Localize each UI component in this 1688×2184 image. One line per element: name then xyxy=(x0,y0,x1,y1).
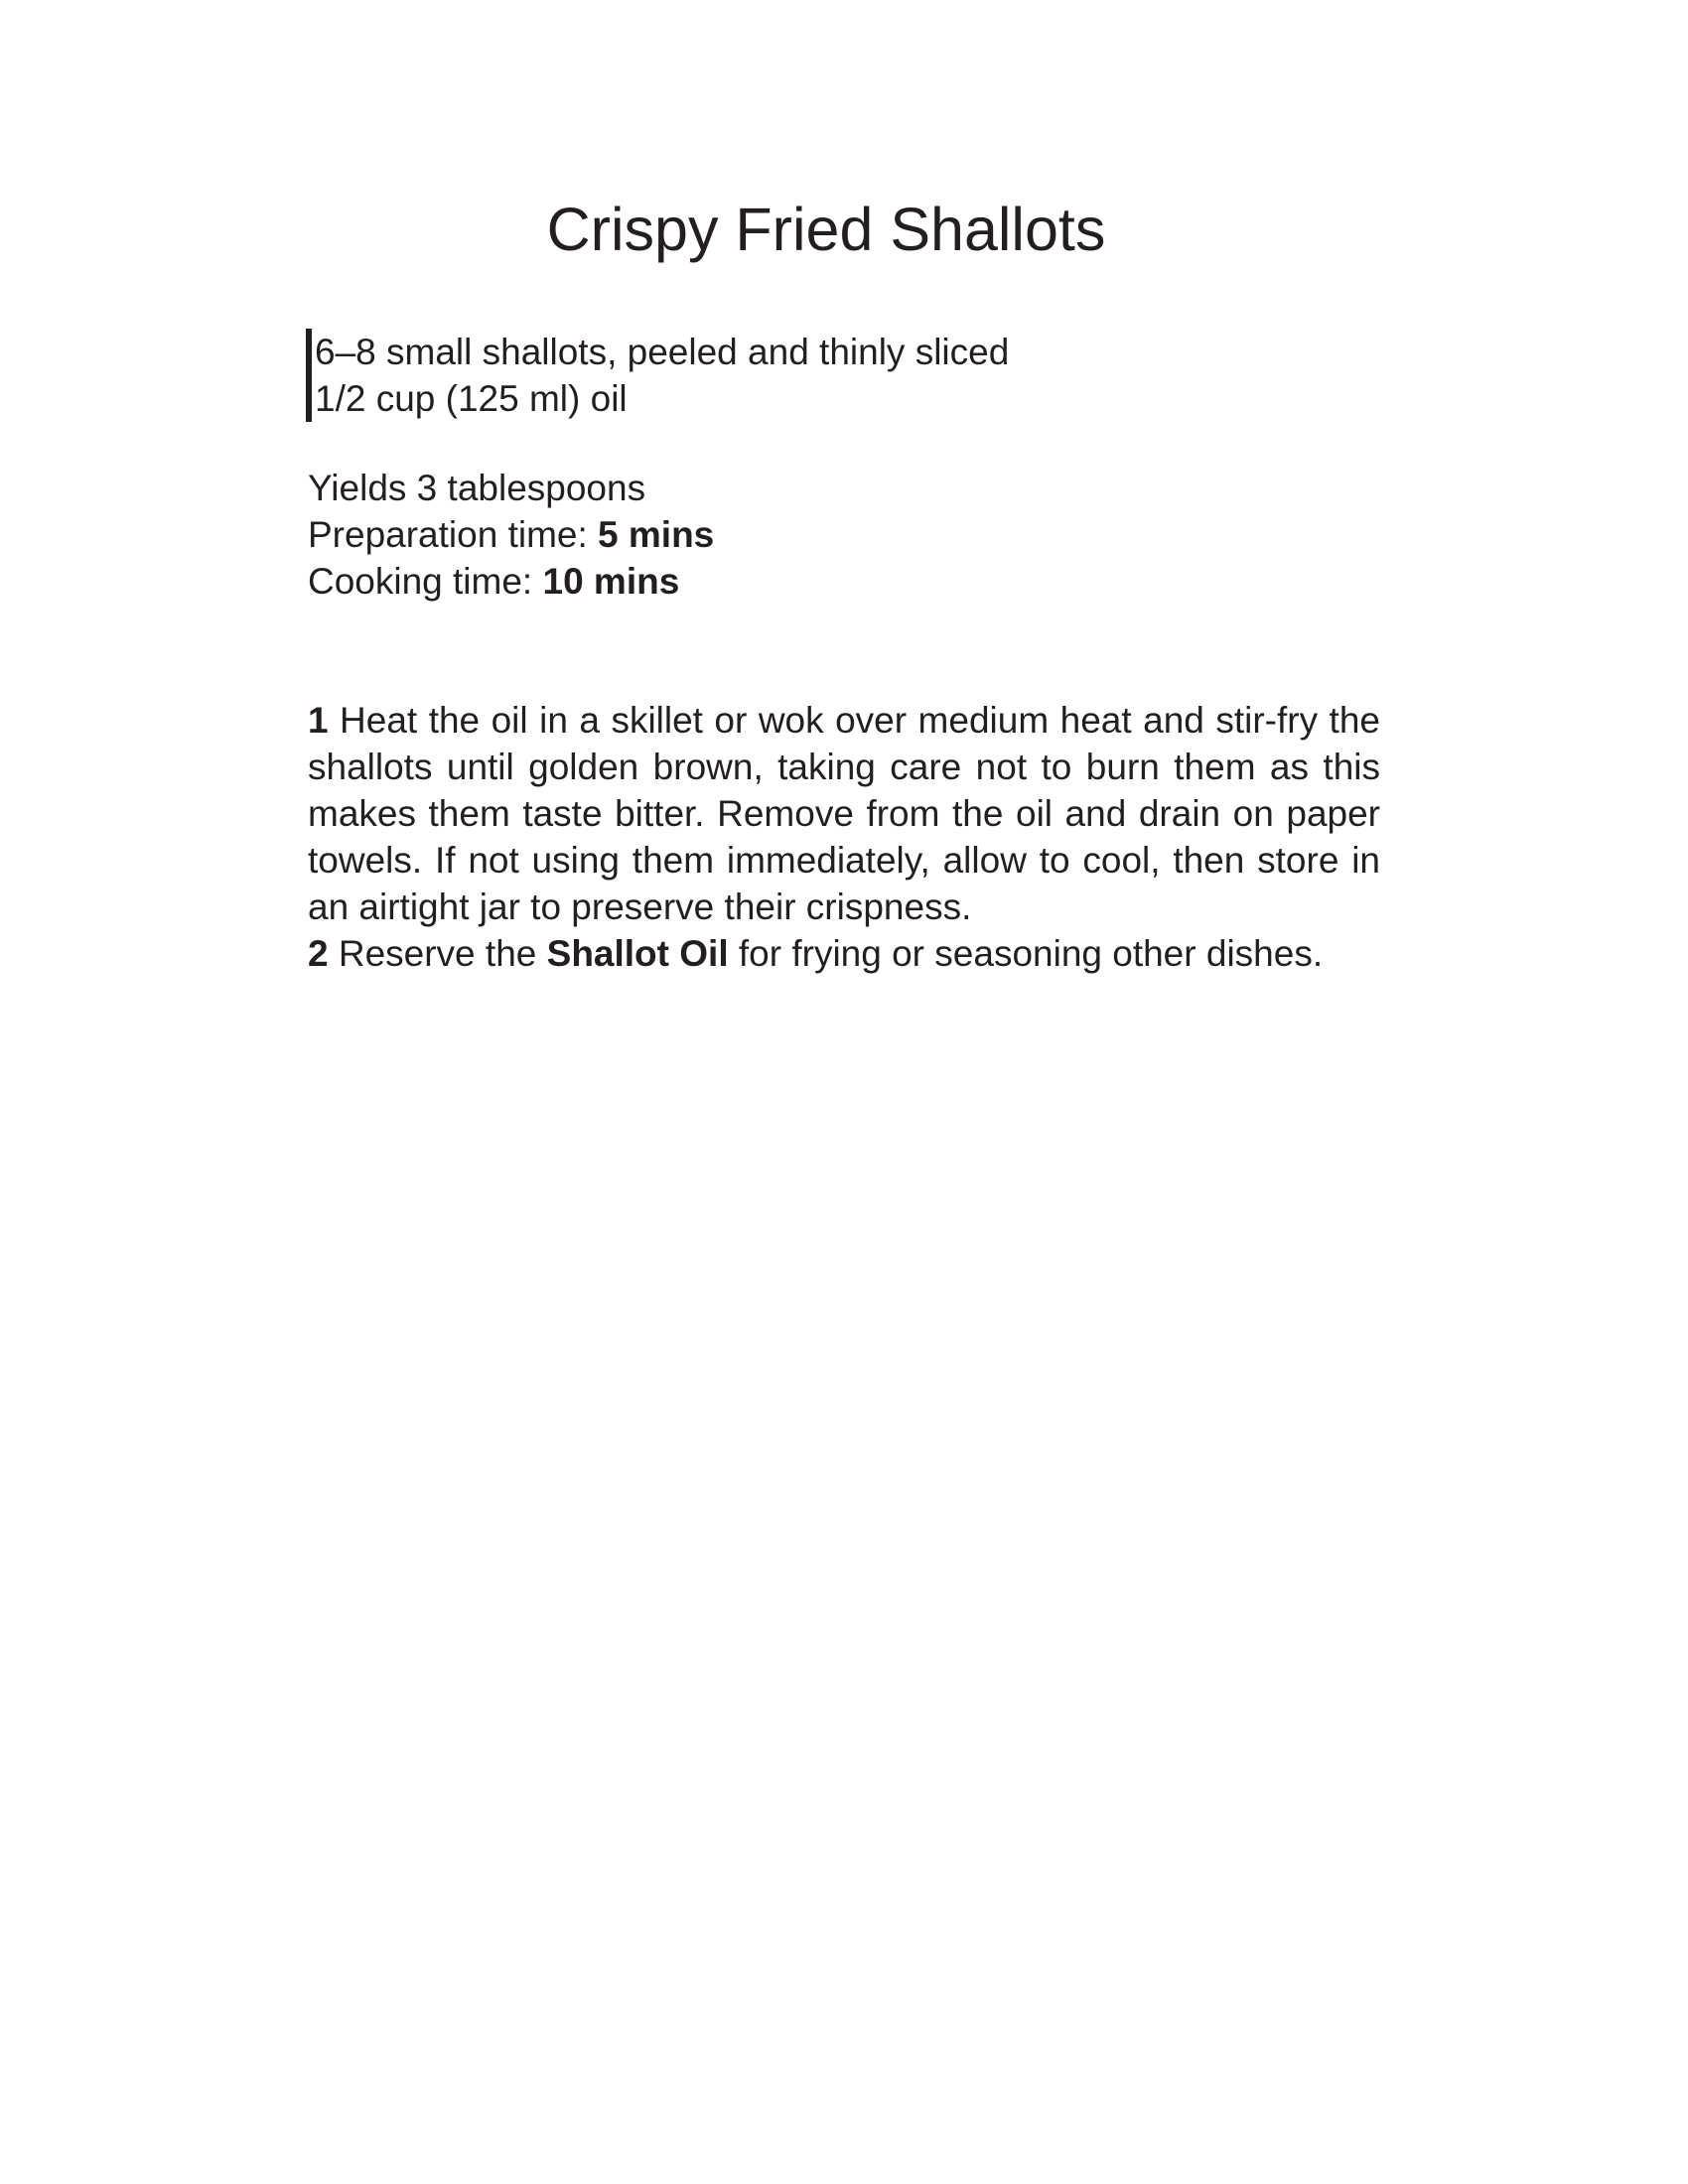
ingredient-item: 1/2 cup (125 ml) oil xyxy=(315,378,628,419)
recipe-meta xyxy=(308,465,714,605)
step-number: 1 xyxy=(308,700,329,741)
step-2 xyxy=(308,930,1380,977)
page-title: Crispy Fried Shallots xyxy=(546,196,1106,263)
prep-time-label: Preparation time: xyxy=(308,514,599,555)
cook-time xyxy=(308,558,714,605)
step-text: Heat the oil in a skillet or wok over medium heat and stir-fry the shallots until golden brown, taking care not to burn them as this makes them taste bitter. Remove from the oil and drain on paper towels. If not using them immediately, allow to cool, then store in an airtight jar to preserve their crispness. xyxy=(308,700,1380,927)
step-bold-term: Shallot Oil xyxy=(546,933,729,974)
yields: Yields 3 tablespoons xyxy=(308,468,646,508)
step-text: for frying or seasoning other dishes. xyxy=(728,933,1324,974)
cook-time-value: 10 mins xyxy=(542,561,680,602)
ingredients-list xyxy=(306,329,1009,422)
method-steps xyxy=(308,697,1380,977)
cook-time-label: Cooking time: xyxy=(308,561,543,602)
step-number: 2 xyxy=(308,933,329,974)
prep-time xyxy=(308,511,714,558)
ingredient-item: 6–8 small shallots, peeled and thinly sliced xyxy=(315,332,1010,372)
prep-time-value: 5 mins xyxy=(598,514,715,555)
step-text: Reserve the xyxy=(328,933,547,974)
step-1 xyxy=(308,697,1380,930)
